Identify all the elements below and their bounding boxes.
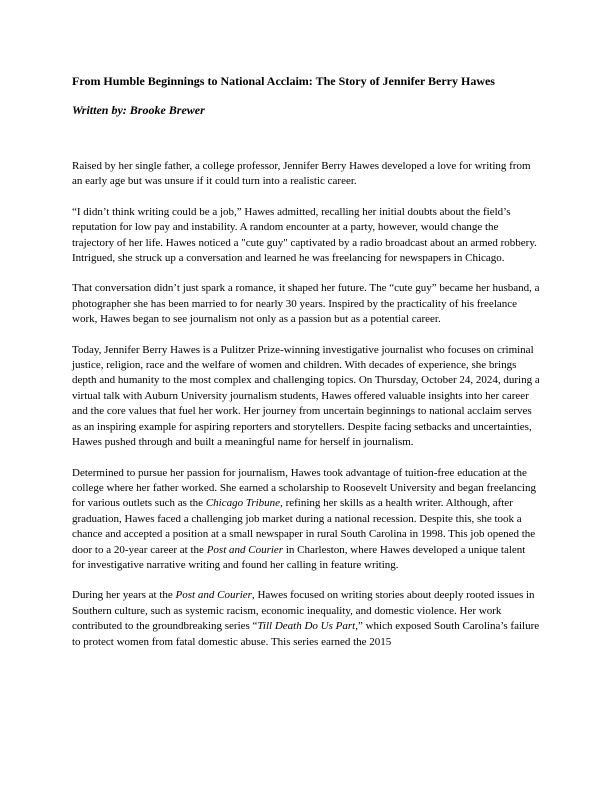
paragraph: Today, Jennifer Berry Hawes is a Pulitzer Prize-winning investigative journalist who focuses on criminal justice, religion, race and the welfare of women and children. With decades of experience, she brings depth and humanity to the most complex and challenging topics. On Thursday, October 24, 2024, during a virtual talk with Auburn University journalism students, Hawes offered valuable insights into her career and the core values that fuel her work. Her journey from uncertain beginnings to national acclaim serves as an inspiring example for aspiring reporters and storytellers. Despite facing setbacks and uncertainties, Hawes pushed through and built a meaningful name for herself in journalism. [72, 343, 540, 449]
paragraph: That conversation didn’t just spark a romance, it shaped her future. The “cute guy” became her husband, a photographer she has been married to for nearly 30 years. Inspired by the practicality of his freelance work, Hawes began to see journalism not only as a passion but as a potential career. [72, 282, 540, 326]
document-title: From Humble Beginnings to National Acclaim: The Story of Jennifer Berry Hawes [72, 74, 495, 88]
paragraph: During her years at the Post and Courier, Hawes focused on writing stories about deeply rooted issues in Southern culture, such as systemic racism, economic inequality, and domestic violence. Her work contributed to the groundbreaking series “Till Death Do Us Part,” which exposed South Carolina’s failure to protect women from fatal domestic abuse. This series earned the 2015 [72, 589, 540, 648]
document-body [72, 159, 540, 650]
paragraph: “I didn’t think writing could be a job,” Hawes admitted, recalling her initial doubts about the field’s reputation for low pay and instability. A random encounter at a party, however, would change the trajectory of her life. Hawes noticed a "cute guy" captivated by a radio broadcast about an armed robbery. Intrigued, she struck up a conversation and learned he was freelancing for newspapers in Chicago. [72, 205, 537, 265]
paragraph: Determined to pursue her passion for journalism, Hawes took advantage of tuition-free education at the college where her father worked. She earned a scholarship to Roosevelt University and began freelancing for various outlets such as the Chicago Tribune, refining her skills as a health writer. Although, after graduation, Hawes faced a challenging job market during a national recession. Despite this, she took a chance and accepted a position at a small newspaper in rural South Carolina in 1998. This job opened the door to a 20-year career at the Post and Courier in Charleston, where Hawes developed a unique talent for investigative narrative writing and found her calling in feature writing. [72, 466, 536, 571]
paragraph: Raised by her single father, a college professor, Jennifer Berry Hawes developed a love for writing from an early age but was unsure if it could turn into a realistic career. [72, 160, 531, 188]
document-byline: Written by: Brooke Brewer [72, 103, 205, 117]
